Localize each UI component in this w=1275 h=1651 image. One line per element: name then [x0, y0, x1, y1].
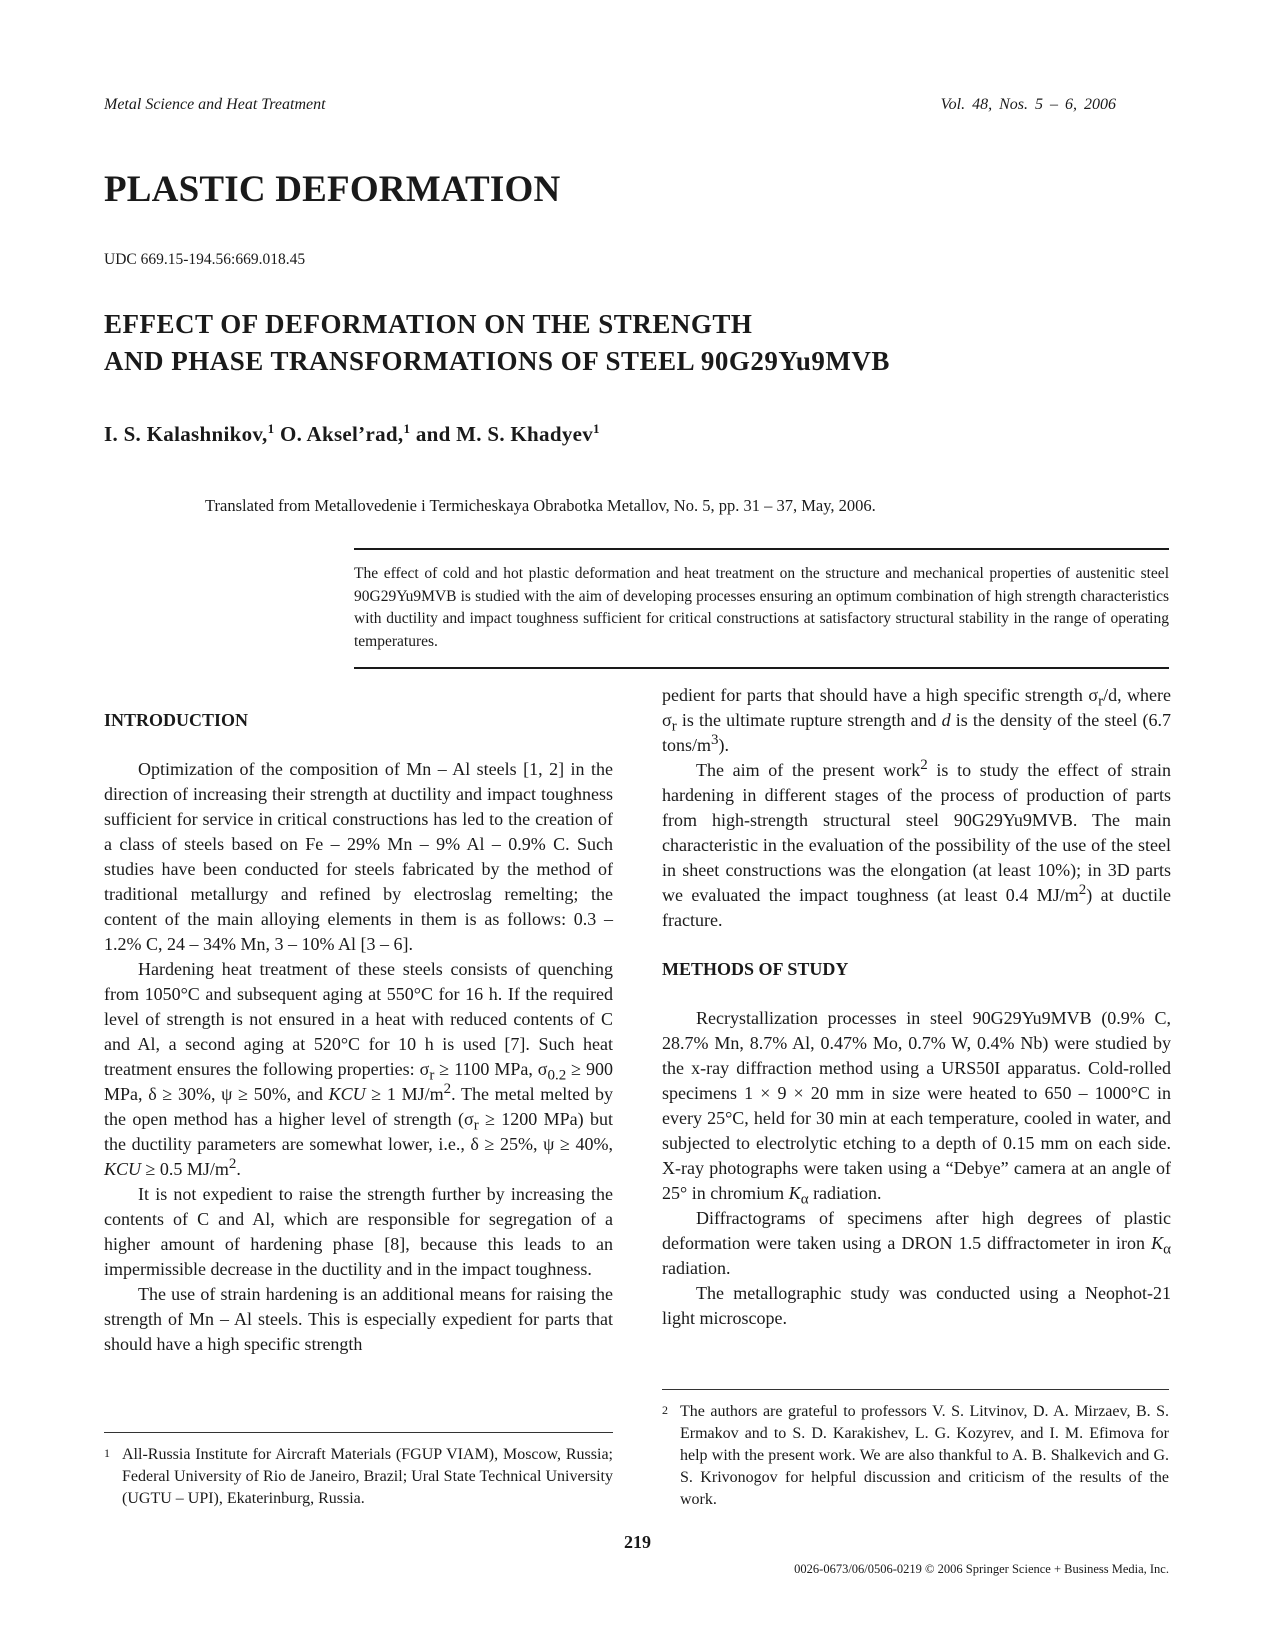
article-title-line-2: AND PHASE TRANSFORMATIONS OF STEEL 90G29Yu9MVB	[104, 346, 890, 376]
paragraph-continued: The use of strain hardening is an additional means for raising the strength of Mn – Al steels. This is especially expedient for parts that should have a high specific strength	[104, 1284, 613, 1354]
author-name: O. Aksel’rad,	[279, 422, 404, 446]
journal-name: Metal Science and Heat Treatment	[104, 96, 326, 113]
abstract: The effect of cold and hot plastic deformation and heat treatment on the structure and mechanical properties of austenitic steel 90G29Yu9MVB is studied with the aim of developing processes ensuring an optimum combination of high strength characteristics with ductility and impact toughness sufficient for critical constructions at satisfactory structural stability in the range of operating temperatures.	[354, 548, 1169, 669]
section-heading-methods: METHODS OF STUDY	[662, 959, 849, 979]
paragraph: Hardening heat treatment of these steels consists of quenching from 1050°C and subsequent aging at 550°C for 16 h. If the required level of strength is not ensured in a heat with reduced contents of C and Al, a second aging at 520°C for 10 h is used [7]. Such heat treatment ensures the following properties: $\sigma_r \ge 1100$ MPa, $\sigma_{0.2} \ge 900$ MPa, δ ≥ 30%, ψ ≥ 50%, and KCU ≥ 1 $MJ/m^2$. The metal melted by the open method has a higher level of strength ($\sigma_r \ge 1200$ MPa) but the ductility parameters are somewhat lower, i.e., δ ≥ 25%, ψ ≥ 40%, KCU ≥ 0.5 $MJ/m^2$.	[104, 959, 613, 1179]
footnote-marker: 1	[104, 1446, 110, 1460]
article-title-line-1: EFFECT OF DEFORMATION ON THE STRENGTH	[104, 309, 753, 339]
paragraph: The aim of the present work$^2$ is to study the effect of strain hardening in different stages of the process of production of parts from high-strength structural steel 90G29Yu9MVB. The main characteristic in the evaluation of the possibility of the use of the steel in sheet constructions was the elongation (at least 10%); in 3D parts we evaluated the impact toughness (at least 0.4 $MJ/m^2$) at ductile fracture.	[662, 757, 1171, 930]
udc-code: UDC 669.15-194.56:669.018.45	[104, 251, 306, 268]
affiliation-marker: 1	[593, 421, 600, 436]
copyright-line: 0026-0673/06/0506-0219 © 2006 Springer Science + Business Media, Inc.	[794, 1562, 1169, 1576]
right-column	[662, 685, 1171, 1331]
author-list	[104, 422, 600, 447]
footnote-divider	[662, 1389, 1169, 1390]
article-title	[104, 306, 890, 380]
page-number: 219	[624, 1532, 651, 1552]
volume-info: Vol. 48, Nos. 5 – 6, 2006	[940, 96, 1116, 113]
left-column	[104, 708, 613, 1354]
footnote-marker: 2	[662, 1403, 668, 1417]
paragraph: The metallographic study was conducted using a Neophot-21 light microscope.	[662, 1283, 1171, 1328]
paragraph: Recrystallization processes in steel 90G29Yu9MVB (0.9% C, 28.7% Mn, 8.7% Al, 0.47% Mo, 0.7% W, 0.4% Nb) were studied by the x-ray diffraction method using a URS50I apparatus. Cold-rolled specimens 1 × 9 × 20 mm in size were heated to 650 – 1000°C in every 25°C, held for 30 min at each temperature, cooled in water, and subjected to electrolytic etching to a depth of 0.15 mm on each side. X-ray photographs were taken using a “Debye” camera at an angle of 25° in chromium $K_\alpha$ radiation.	[662, 1008, 1171, 1208]
paragraph-continuation: pedient for parts that should have a high specific strength $\sigma_r/d$, where $\sigma_r$ is the ultimate rupture strength and d is the density of the steel (6.7 tons/$m^3$).	[662, 685, 1171, 755]
footnote-divider	[104, 1432, 613, 1433]
translation-note: Translated from Metallovedenie i Termicheskaya Obrabotka Metallov, No. 5, pp. 31 – 37, May, 2006.	[205, 496, 876, 515]
author-name: I. S. Kalashnikov,	[104, 422, 268, 446]
footnote-text: All-Russia Institute for Aircraft Materials (FGUP VIAM), Moscow, Russia; Federal University of Rio de Janeiro, Brazil; Ural State Technical University (UGTU – UPI), Ekaterinburg, Russia.	[122, 1446, 613, 1507]
footnote-1	[104, 1444, 613, 1510]
section-title: PLASTIC DEFORMATION	[104, 169, 561, 210]
affiliation-marker: 1	[267, 421, 275, 436]
paragraph: It is not expedient to raise the strength further by increasing the contents of C and Al, which are responsible for segregation of a higher amount of hardening phase [8], because this leads to an impermissible decrease in the ductility and in the impact toughness.	[104, 1184, 613, 1279]
section-heading-introduction: INTRODUCTION	[104, 710, 249, 730]
footnote-text: The authors are grateful to professors V. S. Litvinov, D. A. Mirzaev, B. S. Ermakov and to S. D. Karakishev, L. G. Kozyrev, and I. M. Efimova for help with the present work. We are also thankful to A. B. Shalkevich and G. S. Krivonogov for helpful discussion and criticism of the results of the work.	[680, 1403, 1169, 1508]
paragraph: Diffractograms of specimens after high degrees of plastic deformation were taken using a DRON 1.5 diffractometer in iron $K_\alpha$ radiation.	[662, 1208, 1171, 1278]
footnote-2	[662, 1401, 1169, 1511]
paragraph: Optimization of the composition of Mn – Al steels [1, 2] in the direction of increasing their strength at ductility and impact toughness sufficient for service in critical constructions has led to the creation of a class of steels based on Fe – 29% Mn – 9% Al – 0.9% C. Such studies have been conducted for steels fabricated by the method of traditional metallurgy and refined by electroslag remelting; the content of the main alloying elements in them is as follows: 0.3 – 1.2% C, 24 – 34% Mn, 3 – 10% Al [3 – 6].	[104, 759, 613, 954]
affiliation-marker: 1	[403, 421, 411, 436]
author-name: and M. S. Khadyev	[415, 422, 594, 446]
